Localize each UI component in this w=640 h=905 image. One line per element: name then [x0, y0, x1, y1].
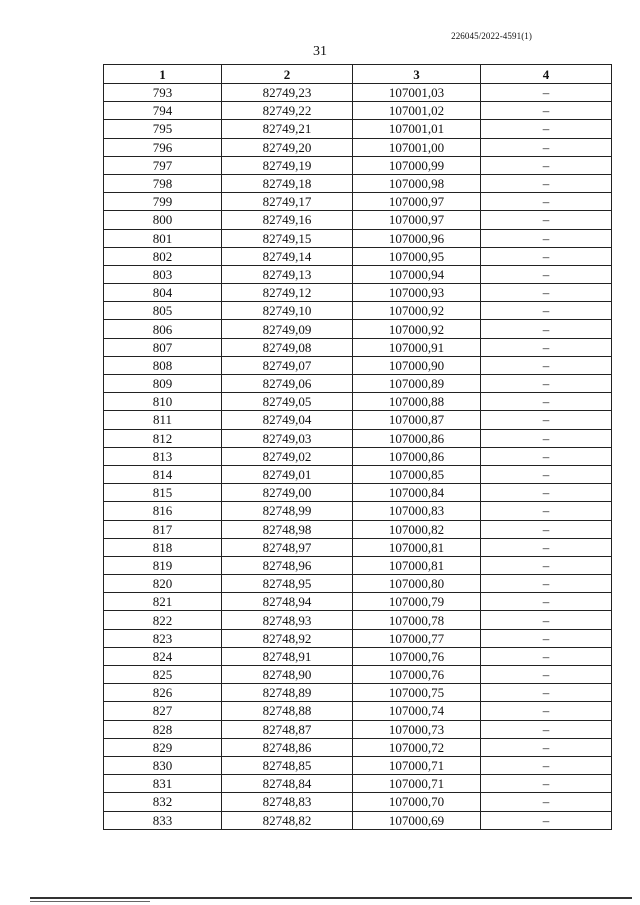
point-number-cell: 815 — [104, 484, 222, 502]
table-row — [104, 666, 612, 684]
point-number-cell: 833 — [104, 811, 222, 829]
y-coordinate-cell: 107000,99 — [353, 156, 481, 174]
table-row — [104, 629, 612, 647]
point-number-cell: 825 — [104, 666, 222, 684]
x-coordinate-cell: 82749,22 — [222, 102, 353, 120]
x-coordinate-cell: 82748,84 — [222, 775, 353, 793]
x-coordinate-cell: 82749,19 — [222, 156, 353, 174]
x-coordinate-cell: 82749,08 — [222, 338, 353, 356]
point-number-cell: 824 — [104, 647, 222, 665]
page-bottom-rule — [30, 897, 632, 899]
y-coordinate-cell: 107000,78 — [353, 611, 481, 629]
note-cell: – — [481, 229, 612, 247]
y-coordinate-cell: 107001,03 — [353, 84, 481, 102]
y-coordinate-cell: 107000,77 — [353, 629, 481, 647]
x-coordinate-cell: 82749,10 — [222, 302, 353, 320]
y-coordinate-cell: 107000,88 — [353, 393, 481, 411]
table-body — [104, 84, 612, 830]
y-coordinate-cell: 107000,73 — [353, 720, 481, 738]
point-number-cell: 802 — [104, 247, 222, 265]
note-cell: – — [481, 247, 612, 265]
y-coordinate-cell: 107000,76 — [353, 666, 481, 684]
x-coordinate-cell: 82749,01 — [222, 465, 353, 483]
note-cell: – — [481, 702, 612, 720]
point-number-cell: 805 — [104, 302, 222, 320]
y-coordinate-cell: 107000,89 — [353, 375, 481, 393]
x-coordinate-cell: 82748,87 — [222, 720, 353, 738]
table-row — [104, 247, 612, 265]
table-row — [104, 302, 612, 320]
y-coordinate-cell: 107000,90 — [353, 356, 481, 374]
table-row — [104, 120, 612, 138]
table-row — [104, 502, 612, 520]
column-header-2: 2 — [222, 65, 353, 84]
y-coordinate-cell: 107000,95 — [353, 247, 481, 265]
y-coordinate-cell: 107000,71 — [353, 775, 481, 793]
x-coordinate-cell: 82749,00 — [222, 484, 353, 502]
point-number-cell: 830 — [104, 756, 222, 774]
x-coordinate-cell: 82748,82 — [222, 811, 353, 829]
note-cell: – — [481, 793, 612, 811]
point-number-cell: 832 — [104, 793, 222, 811]
table-row — [104, 775, 612, 793]
point-number-cell: 799 — [104, 193, 222, 211]
table-row — [104, 756, 612, 774]
table-row — [104, 593, 612, 611]
table-row — [104, 156, 612, 174]
note-cell: – — [481, 302, 612, 320]
note-cell: – — [481, 484, 612, 502]
table-row — [104, 193, 612, 211]
x-coordinate-cell: 82748,95 — [222, 575, 353, 593]
y-coordinate-cell: 107000,85 — [353, 465, 481, 483]
point-number-cell: 798 — [104, 174, 222, 192]
y-coordinate-cell: 107000,92 — [353, 320, 481, 338]
x-coordinate-cell: 82749,18 — [222, 174, 353, 192]
note-cell: – — [481, 265, 612, 283]
y-coordinate-cell: 107000,82 — [353, 520, 481, 538]
x-coordinate-cell: 82748,91 — [222, 647, 353, 665]
point-number-cell: 794 — [104, 102, 222, 120]
x-coordinate-cell: 82749,17 — [222, 193, 353, 211]
y-coordinate-cell: 107000,80 — [353, 575, 481, 593]
table-row — [104, 102, 612, 120]
table-row — [104, 702, 612, 720]
point-number-cell: 827 — [104, 702, 222, 720]
y-coordinate-cell: 107000,74 — [353, 702, 481, 720]
table-row — [104, 811, 612, 829]
note-cell: – — [481, 611, 612, 629]
point-number-cell: 826 — [104, 684, 222, 702]
point-number-cell: 801 — [104, 229, 222, 247]
table-row — [104, 611, 612, 629]
x-coordinate-cell: 82749,02 — [222, 447, 353, 465]
note-cell: – — [481, 411, 612, 429]
x-coordinate-cell: 82748,94 — [222, 593, 353, 611]
x-coordinate-cell: 82749,07 — [222, 356, 353, 374]
x-coordinate-cell: 82749,06 — [222, 375, 353, 393]
point-number-cell: 812 — [104, 429, 222, 447]
x-coordinate-cell: 82748,88 — [222, 702, 353, 720]
point-number-cell: 806 — [104, 320, 222, 338]
note-cell: – — [481, 138, 612, 156]
y-coordinate-cell: 107000,98 — [353, 174, 481, 192]
y-coordinate-cell: 107000,94 — [353, 265, 481, 283]
note-cell: – — [481, 156, 612, 174]
note-cell: – — [481, 502, 612, 520]
point-number-cell: 800 — [104, 211, 222, 229]
table-row — [104, 411, 612, 429]
x-coordinate-cell: 82749,23 — [222, 84, 353, 102]
point-number-cell: 796 — [104, 138, 222, 156]
point-number-cell: 808 — [104, 356, 222, 374]
point-number-cell: 810 — [104, 393, 222, 411]
x-coordinate-cell: 82749,12 — [222, 284, 353, 302]
table-row — [104, 138, 612, 156]
y-coordinate-cell: 107000,81 — [353, 556, 481, 574]
point-number-cell: 828 — [104, 720, 222, 738]
table-row — [104, 738, 612, 756]
note-cell: – — [481, 193, 612, 211]
x-coordinate-cell: 82749,09 — [222, 320, 353, 338]
note-cell: – — [481, 102, 612, 120]
point-number-cell: 829 — [104, 738, 222, 756]
table-row — [104, 284, 612, 302]
column-header-4: 4 — [481, 65, 612, 84]
note-cell: – — [481, 284, 612, 302]
point-number-cell: 797 — [104, 156, 222, 174]
y-coordinate-cell: 107000,83 — [353, 502, 481, 520]
note-cell: – — [481, 447, 612, 465]
x-coordinate-cell: 82748,83 — [222, 793, 353, 811]
coordinates-table — [103, 64, 612, 830]
x-coordinate-cell: 82748,99 — [222, 502, 353, 520]
note-cell: – — [481, 756, 612, 774]
y-coordinate-cell: 107000,75 — [353, 684, 481, 702]
table-row — [104, 174, 612, 192]
x-coordinate-cell: 82749,16 — [222, 211, 353, 229]
note-cell: – — [481, 593, 612, 611]
point-number-cell: 820 — [104, 575, 222, 593]
x-coordinate-cell: 82748,92 — [222, 629, 353, 647]
note-cell: – — [481, 556, 612, 574]
page-bottom-rule-thin — [30, 901, 150, 902]
table-row — [104, 265, 612, 283]
note-cell: – — [481, 393, 612, 411]
table-row — [104, 84, 612, 102]
note-cell: – — [481, 174, 612, 192]
note-cell: – — [481, 629, 612, 647]
table-row — [104, 720, 612, 738]
note-cell: – — [481, 338, 612, 356]
point-number-cell: 795 — [104, 120, 222, 138]
x-coordinate-cell: 82749,20 — [222, 138, 353, 156]
table-header-row — [104, 65, 612, 84]
table-row — [104, 211, 612, 229]
table-row — [104, 393, 612, 411]
table-row — [104, 520, 612, 538]
x-coordinate-cell: 82748,86 — [222, 738, 353, 756]
page-number: 31 — [313, 44, 327, 59]
x-coordinate-cell: 82748,98 — [222, 520, 353, 538]
y-coordinate-cell: 107000,71 — [353, 756, 481, 774]
x-coordinate-cell: 82749,13 — [222, 265, 353, 283]
y-coordinate-cell: 107000,93 — [353, 284, 481, 302]
point-number-cell: 822 — [104, 611, 222, 629]
point-number-cell: 803 — [104, 265, 222, 283]
table-row — [104, 429, 612, 447]
point-number-cell: 823 — [104, 629, 222, 647]
note-cell: – — [481, 666, 612, 684]
x-coordinate-cell: 82749,04 — [222, 411, 353, 429]
y-coordinate-cell: 107000,69 — [353, 811, 481, 829]
note-cell: – — [481, 84, 612, 102]
note-cell: – — [481, 520, 612, 538]
table-row — [104, 338, 612, 356]
note-cell: – — [481, 356, 612, 374]
y-coordinate-cell: 107000,92 — [353, 302, 481, 320]
y-coordinate-cell: 107000,84 — [353, 484, 481, 502]
y-coordinate-cell: 107000,70 — [353, 793, 481, 811]
y-coordinate-cell: 107001,01 — [353, 120, 481, 138]
note-cell: – — [481, 120, 612, 138]
table-row — [104, 556, 612, 574]
point-number-cell: 811 — [104, 411, 222, 429]
y-coordinate-cell: 107000,96 — [353, 229, 481, 247]
x-coordinate-cell: 82749,21 — [222, 120, 353, 138]
y-coordinate-cell: 107001,02 — [353, 102, 481, 120]
x-coordinate-cell: 82748,89 — [222, 684, 353, 702]
column-header-3: 3 — [353, 65, 481, 84]
note-cell: – — [481, 647, 612, 665]
note-cell: – — [481, 811, 612, 829]
y-coordinate-cell: 107001,00 — [353, 138, 481, 156]
point-number-cell: 821 — [104, 593, 222, 611]
note-cell: – — [481, 684, 612, 702]
point-number-cell: 817 — [104, 520, 222, 538]
point-number-cell: 807 — [104, 338, 222, 356]
table-row — [104, 484, 612, 502]
table-row — [104, 229, 612, 247]
note-cell: – — [481, 375, 612, 393]
table-row — [104, 684, 612, 702]
table-row — [104, 793, 612, 811]
note-cell: – — [481, 775, 612, 793]
document-id: 226045/2022-4591(1) — [451, 31, 532, 41]
point-number-cell: 816 — [104, 502, 222, 520]
x-coordinate-cell: 82749,05 — [222, 393, 353, 411]
point-number-cell: 793 — [104, 84, 222, 102]
note-cell: – — [481, 575, 612, 593]
table-row — [104, 538, 612, 556]
x-coordinate-cell: 82749,14 — [222, 247, 353, 265]
point-number-cell: 818 — [104, 538, 222, 556]
x-coordinate-cell: 82748,90 — [222, 666, 353, 684]
point-number-cell: 804 — [104, 284, 222, 302]
point-number-cell: 814 — [104, 465, 222, 483]
y-coordinate-cell: 107000,81 — [353, 538, 481, 556]
y-coordinate-cell: 107000,91 — [353, 338, 481, 356]
y-coordinate-cell: 107000,97 — [353, 211, 481, 229]
x-coordinate-cell: 82749,15 — [222, 229, 353, 247]
y-coordinate-cell: 107000,76 — [353, 647, 481, 665]
note-cell: – — [481, 465, 612, 483]
x-coordinate-cell: 82748,97 — [222, 538, 353, 556]
table-row — [104, 465, 612, 483]
y-coordinate-cell: 107000,87 — [353, 411, 481, 429]
table-row — [104, 356, 612, 374]
x-coordinate-cell: 82748,85 — [222, 756, 353, 774]
column-header-1: 1 — [104, 65, 222, 84]
x-coordinate-cell: 82749,03 — [222, 429, 353, 447]
point-number-cell: 809 — [104, 375, 222, 393]
table-row — [104, 320, 612, 338]
y-coordinate-cell: 107000,72 — [353, 738, 481, 756]
y-coordinate-cell: 107000,86 — [353, 447, 481, 465]
x-coordinate-cell: 82748,96 — [222, 556, 353, 574]
y-coordinate-cell: 107000,79 — [353, 593, 481, 611]
point-number-cell: 831 — [104, 775, 222, 793]
table-row — [104, 575, 612, 593]
table-row — [104, 375, 612, 393]
y-coordinate-cell: 107000,97 — [353, 193, 481, 211]
note-cell: – — [481, 320, 612, 338]
x-coordinate-cell: 82748,93 — [222, 611, 353, 629]
y-coordinate-cell: 107000,86 — [353, 429, 481, 447]
note-cell: – — [481, 429, 612, 447]
point-number-cell: 813 — [104, 447, 222, 465]
note-cell: – — [481, 720, 612, 738]
note-cell: – — [481, 211, 612, 229]
table-row — [104, 647, 612, 665]
table-row — [104, 447, 612, 465]
point-number-cell: 819 — [104, 556, 222, 574]
note-cell: – — [481, 538, 612, 556]
note-cell: – — [481, 738, 612, 756]
